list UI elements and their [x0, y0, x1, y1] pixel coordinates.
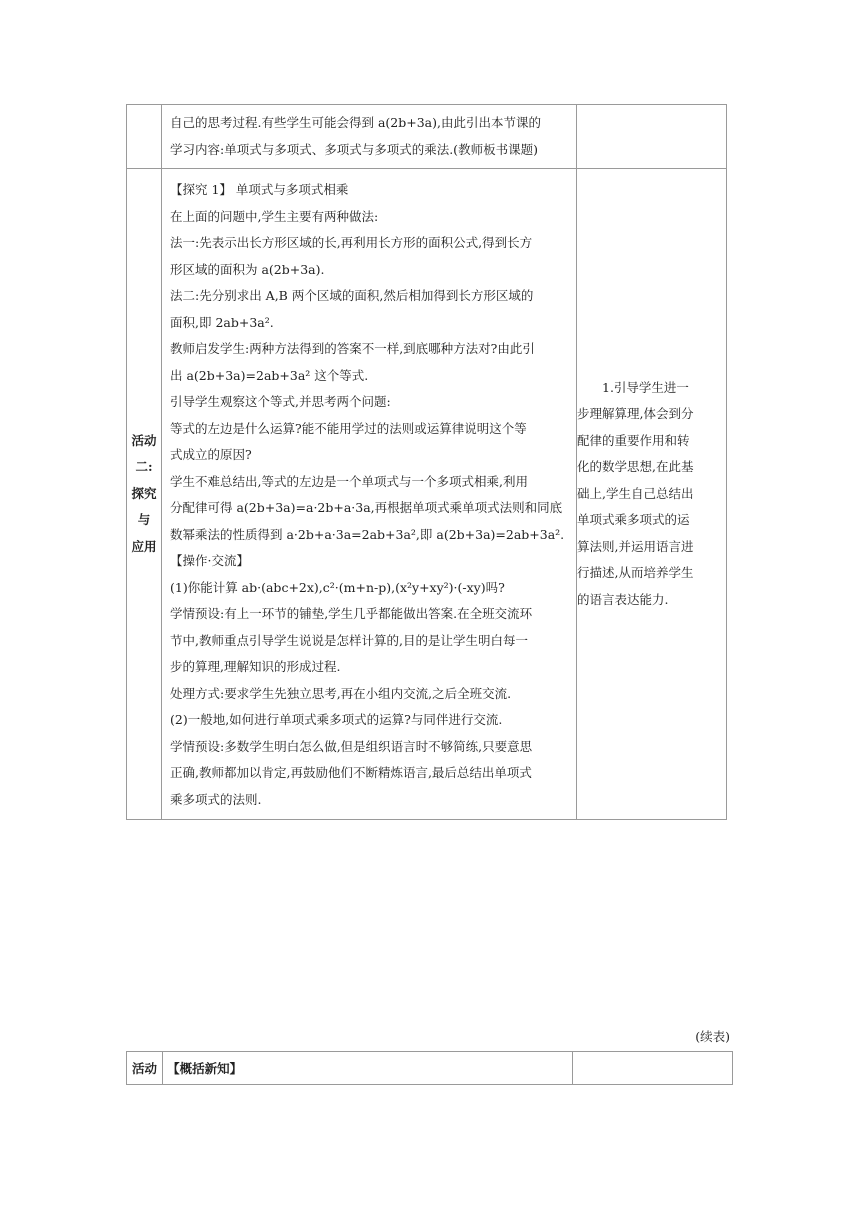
- text-line: 自己的思考过程.有些学生可能会得到 a(2b+3a),由此引出本节课的: [170, 115, 541, 130]
- text-line: 分配律可得 a(2b+3a)=a·2b+a·3a,再根据单项式乘单项式法则和同底: [170, 500, 563, 515]
- text-line: 法一:先表示出长方形区域的长,再利用长方形的面积公式,得到长方: [170, 235, 533, 250]
- text-line: 学情预设:有上一环节的铺垫,学生几乎都能做出答案.在全班交流环: [170, 606, 533, 621]
- activity-label: 应用: [131, 538, 157, 554]
- text-line: 引导学生观察这个等式,并思考两个问题:: [170, 394, 391, 409]
- text-line: 学情预设:多数学生明白怎么做,但是组织语言时不够简练,只要意思: [170, 738, 533, 754]
- activity-label: 活动: [131, 432, 157, 448]
- content-cell: [162, 169, 577, 820]
- continued-table: [126, 1051, 733, 1085]
- note-line: 配律的重要作用和转: [577, 432, 690, 448]
- table-row: [127, 1052, 733, 1085]
- note-line: 的语言表达能力.: [577, 591, 669, 607]
- note-cell: [577, 105, 727, 169]
- note-line: 化的数学思想,在此基: [577, 459, 694, 475]
- design-intent-cell: [577, 169, 727, 820]
- text-line: 等式的左边是什么运算?能不能用学过的法则或运算律说明这个等: [170, 420, 527, 436]
- text-line: (1)你能计算 ab·(abc+2x),c²·(m+n-p),(x²y+xy²)·(-xy)吗?: [170, 579, 505, 595]
- table-row: [127, 105, 727, 169]
- text-line: 教师启发学生:两种方法得到的答案不一样,到底哪种方法对?由此引: [170, 341, 535, 356]
- text-line: 步的算理,理解知识的形成过程.: [170, 659, 341, 674]
- text-line: (2)一般地,如何进行单项式乘多项式的运算?与同伴进行交流.: [170, 712, 503, 727]
- note-line: 算法则,并运用语言进: [577, 538, 694, 554]
- text-line: 乘多项式的法则.: [170, 791, 262, 807]
- activity-label: 与: [137, 512, 151, 528]
- note-cell: [573, 1052, 733, 1085]
- activity-cell: [127, 105, 162, 169]
- note-line: 1.引导学生进一: [602, 379, 689, 395]
- section-heading: 【探究 1】 单项式与多项式相乘: [170, 182, 349, 197]
- lesson-table: [126, 104, 727, 820]
- text-line: 正确,教师都加以肯定,再鼓励他们不断精炼语言,最后总结出单项式: [170, 765, 532, 780]
- text-line: 学生不难总结出,等式的左边是一个单项式与一个多项式相乘,利用: [170, 473, 528, 489]
- section-heading: 【概括新知】: [163, 1052, 573, 1085]
- text-line: 出 a(2b+3a)=2ab+3a² 这个等式.: [170, 367, 369, 383]
- table-row: [127, 169, 727, 820]
- text-line: 面积,即 2ab+3a².: [170, 314, 274, 330]
- text-line: 在上面的问题中,学生主要有两种做法:: [170, 208, 379, 224]
- note-line: 步理解算理,体会到分: [577, 406, 694, 422]
- text-line: 式成立的原因?: [170, 447, 252, 462]
- continued-label: (续表): [695, 1029, 730, 1044]
- text-line: 形区域的面积为 a(2b+3a).: [170, 261, 325, 277]
- text-line: 学习内容:单项式与多项式、多项式与多项式的乘法.(教师板书课题): [170, 141, 538, 157]
- content-cell: [162, 105, 577, 169]
- note-line: 础上,学生自己总结出: [577, 485, 694, 501]
- text-line: 节中,教师重点引导学生说说是怎样计算的,目的是让学生明白每一: [170, 632, 528, 648]
- section-heading: 【操作·交流】: [170, 553, 249, 568]
- activity-label-cell: [127, 169, 162, 820]
- note-line: 行描述,从而培养学生: [577, 565, 694, 581]
- activity-label: 活动: [127, 1052, 163, 1085]
- text-line: 处理方式:要求学生先独立思考,再在小组内交流,之后全班交流.: [170, 685, 512, 701]
- text-line: 法二:先分别求出 A,B 两个区域的面积,然后相加得到长方形区域的: [170, 288, 534, 303]
- text-line: 数幂乘法的性质得到 a·2b+a·3a=2ab+3a²,即 a(2b+3a)=2ab+3a².: [170, 526, 565, 542]
- note-line: 单项式乘多项式的运: [577, 512, 690, 528]
- activity-label: 二:: [135, 459, 153, 475]
- activity-label: 探究: [131, 485, 157, 501]
